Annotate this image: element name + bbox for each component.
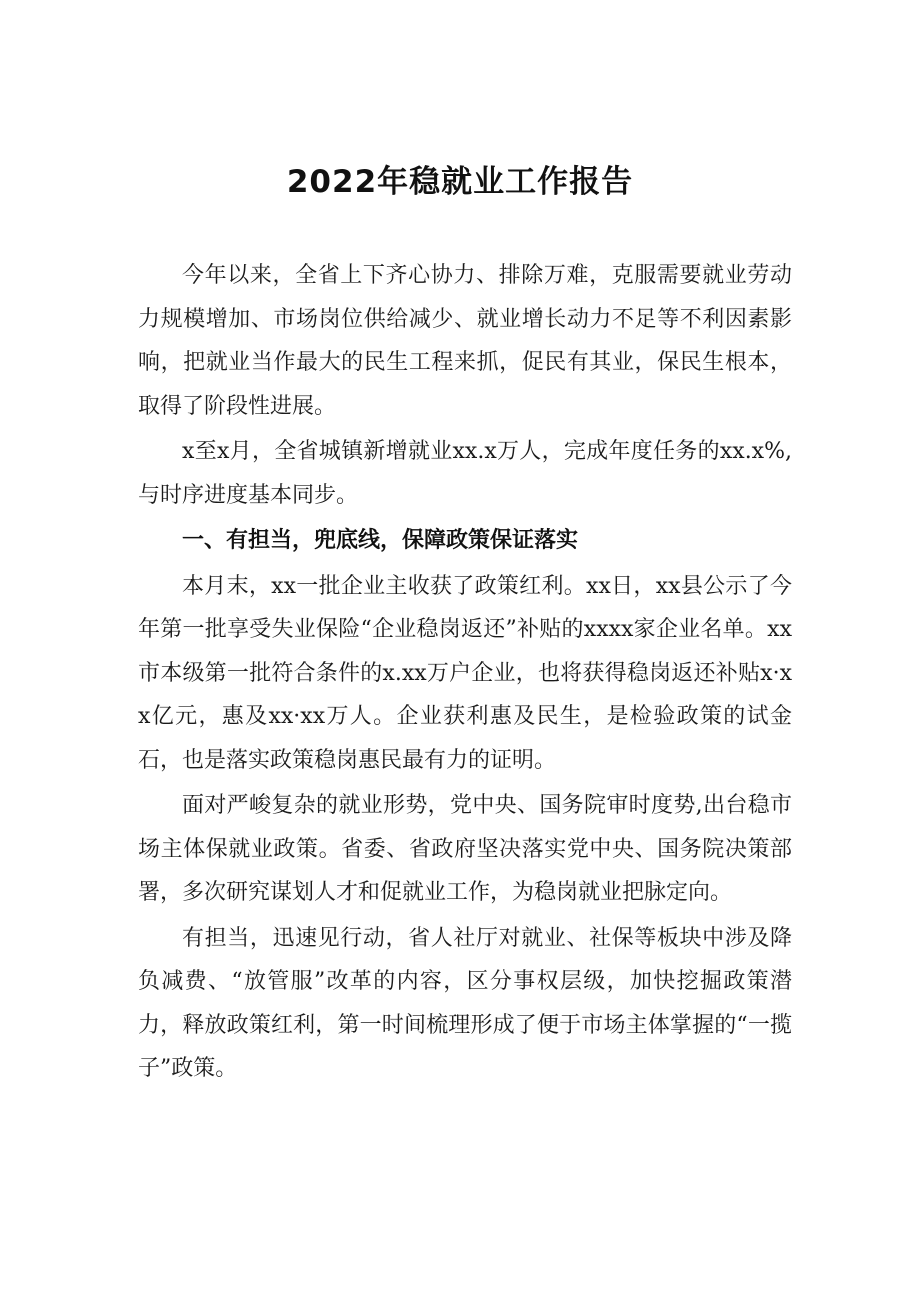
paragraph-policy-dividend: 本月末，xx一批企业主收获了政策红利。xx日，xx县公示了今年第一批享受失业保险“企业稳岗返还”补贴的xxxx家企业名单。xx市本级第一批符合条件的x.xx万户企业，也将获得稳岗返还补贴x·xx亿元，惠及xx·xx万人。企业获利惠及民生，是检验政策的试金石，也是落实政策稳岗惠民最有力的证明。 [138, 573, 792, 773]
paragraph-employment-stats: x至x月，全省城镇新增就业xx.x万人，完成年度任务的xx.x%,与时序进度基本同步。 [138, 439, 792, 508]
paragraph-action: 有担当，迅速见行动，省人社厅对就业、社保等板块中涉及降负减费、“放管服”改革的内容，区分事权层级，加快挖掘政策潜力，释放政策红利，第一时间梳理形成了便于市场主体掌握的“一揽子”政策。 [138, 925, 792, 1081]
document-body [138, 254, 792, 1093]
document-title: 2022年稳就业工作报告 [286, 164, 634, 200]
paragraph-intro: 今年以来，全省上下齐心协力、排除万难，克服需要就业劳动力规模增加、市场岗位供给减少、就业增长动力不足等不利因素影响，把就业当作最大的民生工程来抓，促民有其业，保民生根本，取得了阶段性进展。 [138, 263, 792, 419]
section-heading-1: 一、有担当，兜底线，保障政策保证落实 [182, 528, 579, 553]
paragraph-central-policy: 面对严峻复杂的就业形势，党中央、国务院审时度势,出台稳市场主体保就业政策。省委、省政府坚决落实党中央、国务院决策部署，多次研究谋划人才和促就业工作，为稳岗就业把脉定向。 [138, 793, 792, 905]
